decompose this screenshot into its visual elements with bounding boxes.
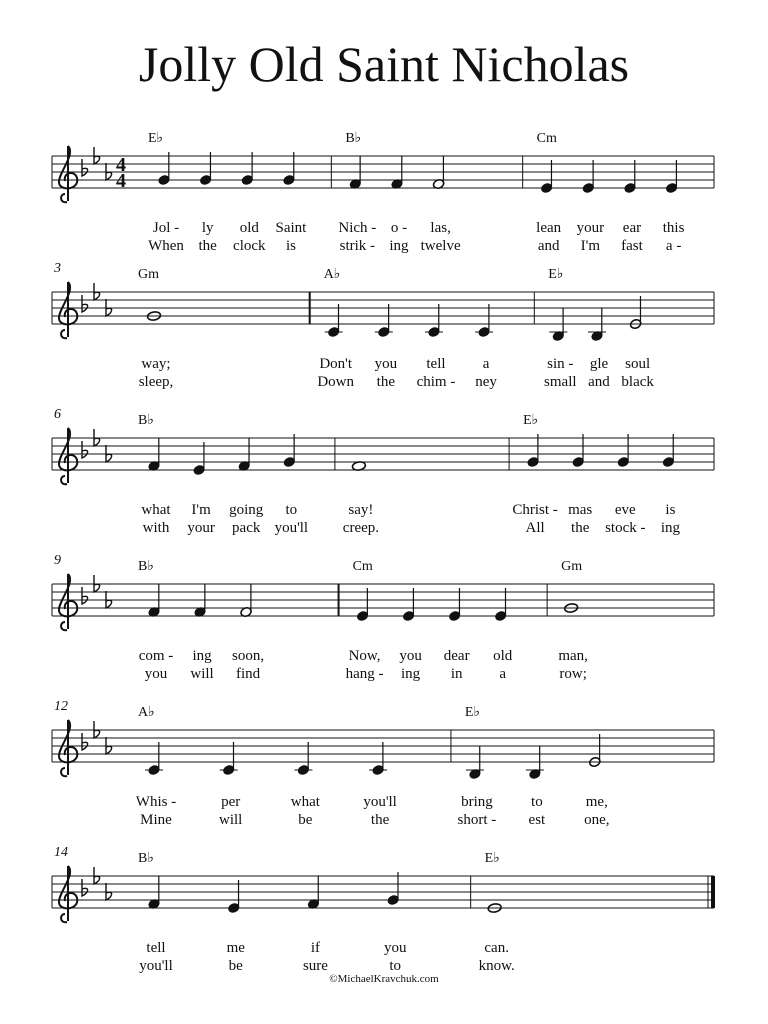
copyright-notice: ©MichaelKravchuk.com [329,973,439,985]
lyric-verse-1: Saint [275,220,307,236]
lyric-verse-1: eve [614,502,636,518]
lyric-verse-1: old [239,220,259,236]
lyric-verse-1: Don't [319,356,353,372]
lyric-verse-2: row; [559,666,587,682]
lyric-verse-1: you [374,356,398,372]
lyric-verse-2: to [389,958,402,974]
lyric-verse-1: tell [426,356,446,372]
measure-number: 6 [54,407,61,422]
lyric-verse-2: chim - [416,374,456,390]
lyric-verse-1: what [290,794,320,810]
lyric-verse-1: Christ - [512,502,558,518]
lyric-verse-1: dear [443,648,470,664]
chord-symbol: E♭ [484,851,500,866]
chord-symbol: B♭ [138,413,154,428]
lyric-verse-2: When [148,238,184,254]
lyric-verse-1: soon, [232,648,265,664]
lyric-verse-2: and [537,238,560,254]
lyric-verse-1: Nich - [338,220,377,236]
treble-clef [59,720,77,776]
chord-symbol: E♭ [548,267,564,282]
treble-clef [59,282,77,338]
lyric-verse-2: sure [302,958,328,974]
chord-symbol: Cm [352,559,373,574]
chord-symbol: E♭ [523,413,539,428]
treble-clef [59,574,77,630]
time-signature-top: 4 [116,154,126,176]
lyric-verse-2: ing [660,520,681,536]
lyric-verse-2: short - [457,812,497,828]
chord-symbol: B♭ [138,851,154,866]
measure-number: 14 [54,845,68,860]
lyric-verse-1: way; [141,356,171,372]
lyric-verse-2: one, [584,812,610,828]
key-signature-flat [82,587,88,604]
lyric-verse-1: bring [461,794,493,810]
lyric-verse-2: ing [401,666,421,682]
lyric-verse-1: o - [390,220,408,236]
key-signature-flat [82,733,88,750]
lyric-verse-2: will [219,812,243,828]
lyric-verse-2: in [450,666,463,682]
lyric-verse-1: what [141,502,171,518]
lyric-verse-1: soul [625,356,651,372]
lyric-verse-1: Now, [348,648,381,664]
lyric-verse-2: ney [475,374,497,390]
lyric-verse-2: All [525,520,545,536]
time-signature-bottom: 4 [116,170,126,192]
lyric-verse-2: clock [233,238,266,254]
lyric-verse-2: and [588,374,610,390]
lyric-verse-1: a [482,356,490,372]
treble-clef [59,428,77,484]
lyric-verse-2: with [142,520,170,536]
lyric-verse-1: tell [146,940,166,956]
lyric-verse-1: going [229,502,264,518]
lyric-verse-1: mas [568,502,593,518]
lyric-verse-1: say! [348,502,374,518]
chord-symbol: E♭ [148,131,164,146]
lyric-verse-2: know. [478,958,515,974]
lyric-verse-2: Down [317,374,355,390]
key-signature-flat [82,295,88,312]
lyric-verse-2: your [187,520,215,536]
lyric-verse-1: com - [138,648,174,664]
lyric-verse-1: ear [622,220,642,236]
lyric-verse-2: a [499,666,507,682]
chord-symbol: A♭ [138,705,155,720]
lyric-verse-2: strik - [339,238,376,254]
lyric-verse-1: me [226,940,245,956]
key-signature-flat [82,441,88,458]
lyric-verse-2: pack [232,520,261,536]
lyric-verse-1: lean [536,220,562,236]
chord-symbol: B♭ [138,559,154,574]
lyric-verse-1: gle [589,356,609,372]
lyric-verse-2: sleep, [138,374,174,390]
lyric-verse-2: stock - [605,520,646,536]
lyric-verse-2: be [298,812,313,828]
lyric-verse-1: me, [585,794,608,810]
lyric-verse-2: est [528,812,546,828]
measure-number: 9 [54,553,61,568]
lyric-verse-2: a - [665,238,682,254]
lyric-verse-2: black [621,374,654,390]
song-title: Jolly Old Saint Nicholas [138,36,630,92]
lyric-verse-2: will [190,666,214,682]
lyric-verse-2: be [228,958,243,974]
lyric-verse-1: las, [430,220,451,236]
chord-symbol: Cm [536,131,557,146]
chord-symbol: Gm [561,559,583,574]
treble-clef [59,866,77,922]
measure-number: 3 [54,261,61,276]
lyric-verse-2: Mine [140,812,172,828]
measure-number: 12 [54,699,68,714]
lyric-verse-1: ly [201,220,214,236]
lyric-verse-2: you'll [139,958,173,974]
lyric-verse-1: man, [558,648,588,664]
lyric-verse-1: is [665,502,676,518]
lyric-verse-2: the [370,812,390,828]
lyric-verse-2: is [285,238,296,254]
lyric-verse-2: the [571,520,590,536]
lyric-verse-1: can. [484,940,509,956]
lyric-verse-2: I'm [580,238,601,254]
chord-symbol: B♭ [345,131,362,146]
lyric-verse-2: ing [389,238,409,254]
key-signature-flat [82,159,88,176]
lyric-verse-1: you [399,648,422,664]
chord-symbol: Gm [138,267,159,282]
chord-symbol: E♭ [464,705,481,720]
final-bar-thick [711,876,715,908]
lyric-verse-1: you [383,940,407,956]
lyric-verse-2: find [236,666,261,682]
lyric-verse-1: ing [192,648,212,664]
lyric-verse-1: to [531,794,543,810]
lyric-verse-1: I'm [191,502,211,518]
lyric-verse-2: you [144,666,168,682]
lyric-verse-1: Whis - [135,794,177,810]
lyric-verse-1: old [493,648,513,664]
lyric-verse-2: you'll [274,520,309,536]
lyric-verse-2: small [544,374,577,390]
lyric-verse-1: per [221,794,241,810]
lyric-verse-2: twelve [420,238,461,254]
lyric-verse-1: if [310,940,321,956]
lyric-verse-2: creep. [342,520,380,536]
lyric-verse-2: the [198,238,217,254]
lyric-verse-2: fast [621,238,643,254]
treble-clef [59,146,77,202]
lyric-verse-1: your [576,220,605,236]
chord-symbol: A♭ [323,267,341,282]
lyric-verse-1: this [662,220,685,236]
lyric-verse-1: you'll [363,794,397,810]
lyric-verse-2: the [376,374,395,390]
lyric-verse-1: sin - [547,356,574,372]
lyric-verse-1: to [285,502,298,518]
key-signature-flat [82,879,88,896]
lyric-verse-1: Jol - [152,220,180,236]
lyric-verse-2: hang - [345,666,384,682]
